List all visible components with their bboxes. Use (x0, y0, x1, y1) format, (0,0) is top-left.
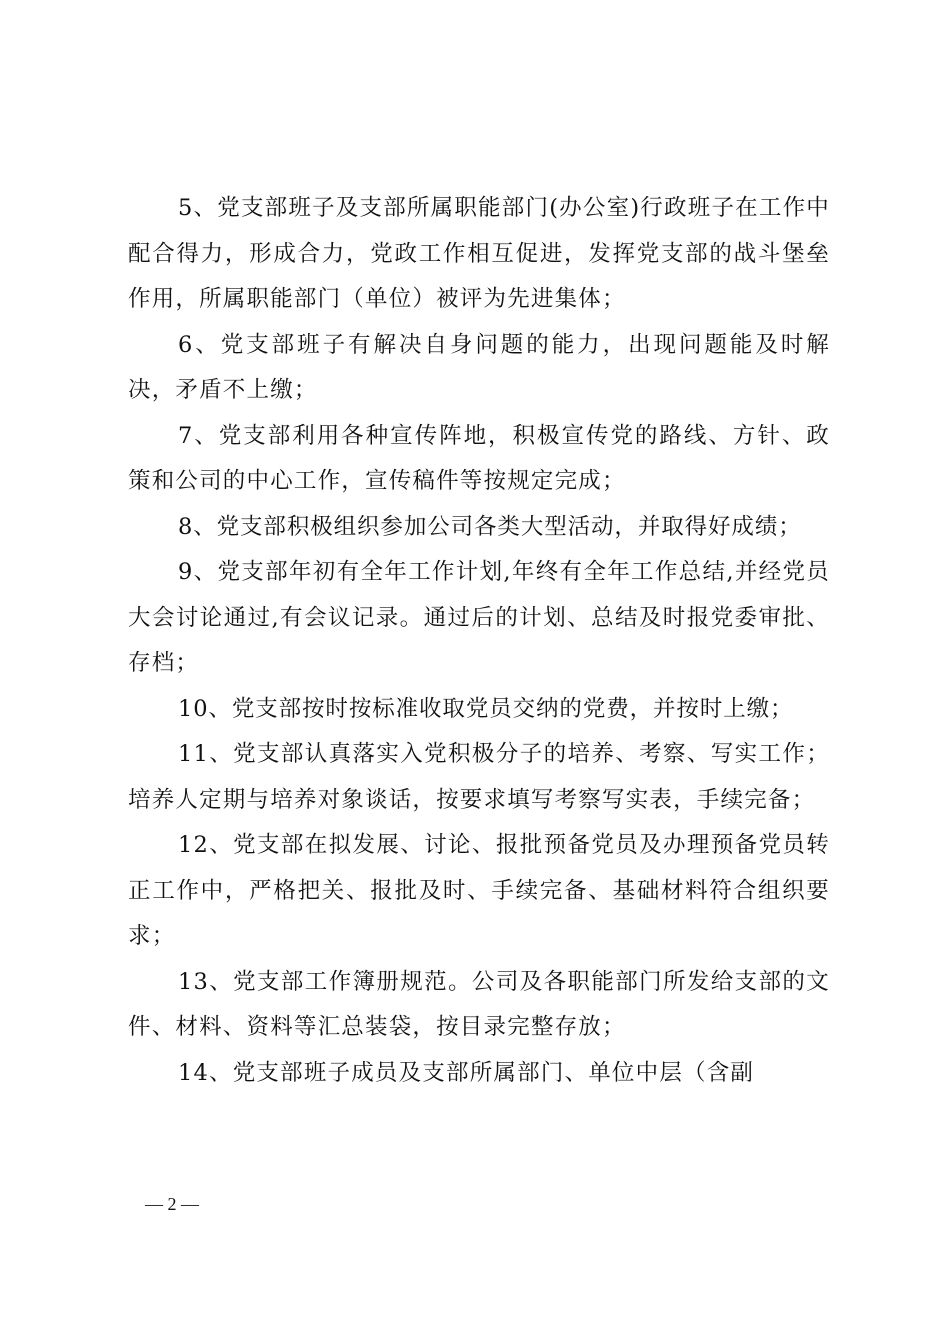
paragraph-item-11: 11、党支部认真落实入党积极分子的培养、考察、写实工作；培养人定期与培养对象谈话，按要求填写考察写实表，手续完备； (128, 741, 830, 813)
paragraph-item-8: 8、党支部积极组织参加公司各类大型活动，并取得好成绩； (178, 513, 802, 540)
paragraph-item-9: 9、党支部年初有全年工作计划,年终有全年工作总结,并经党员大会讨论通过,有会议记录。通过后的计划、总结及时报党委审批、存档； (128, 559, 830, 676)
paragraph-item-12: 12、党支部在拟发展、讨论、报批预备党员及办理预备党员转正工作中，严格把关、报批及时、手续完备、基础材料符合组织要求； (128, 832, 830, 949)
document-body (128, 186, 830, 1096)
page-number: — 2 — (145, 1194, 199, 1214)
paragraph-item-7: 7、党支部利用各种宣传阵地，积极宣传党的路线、方针、政策和公司的中心工作，宣传稿件等按规定完成； (128, 422, 830, 494)
paragraph-item-6: 6、党支部班子有解决自身问题的能力，出现问题能及时解决，矛盾不上缴； (128, 331, 830, 403)
paragraph-item-5: 5、党支部班子及支部所属职能部门(办公室)行政班子在工作中配合得力，形成合力，党政工作相互促进，发挥党支部的战斗堡垒作用，所属职能部门（单位）被评为先进集体； (128, 195, 830, 312)
paragraph-item-10: 10、党支部按时按标准收取党员交纳的党费，并按时上缴； (178, 695, 794, 722)
paragraph-item-13: 13、党支部工作簿册规范。公司及各职能部门所发给支部的文件、材料、资料等汇总装袋，按目录完整存放； (128, 968, 830, 1040)
paragraph-item-14: 14、党支部班子成员及支部所属部门、单位中层（含副 (178, 1059, 755, 1086)
